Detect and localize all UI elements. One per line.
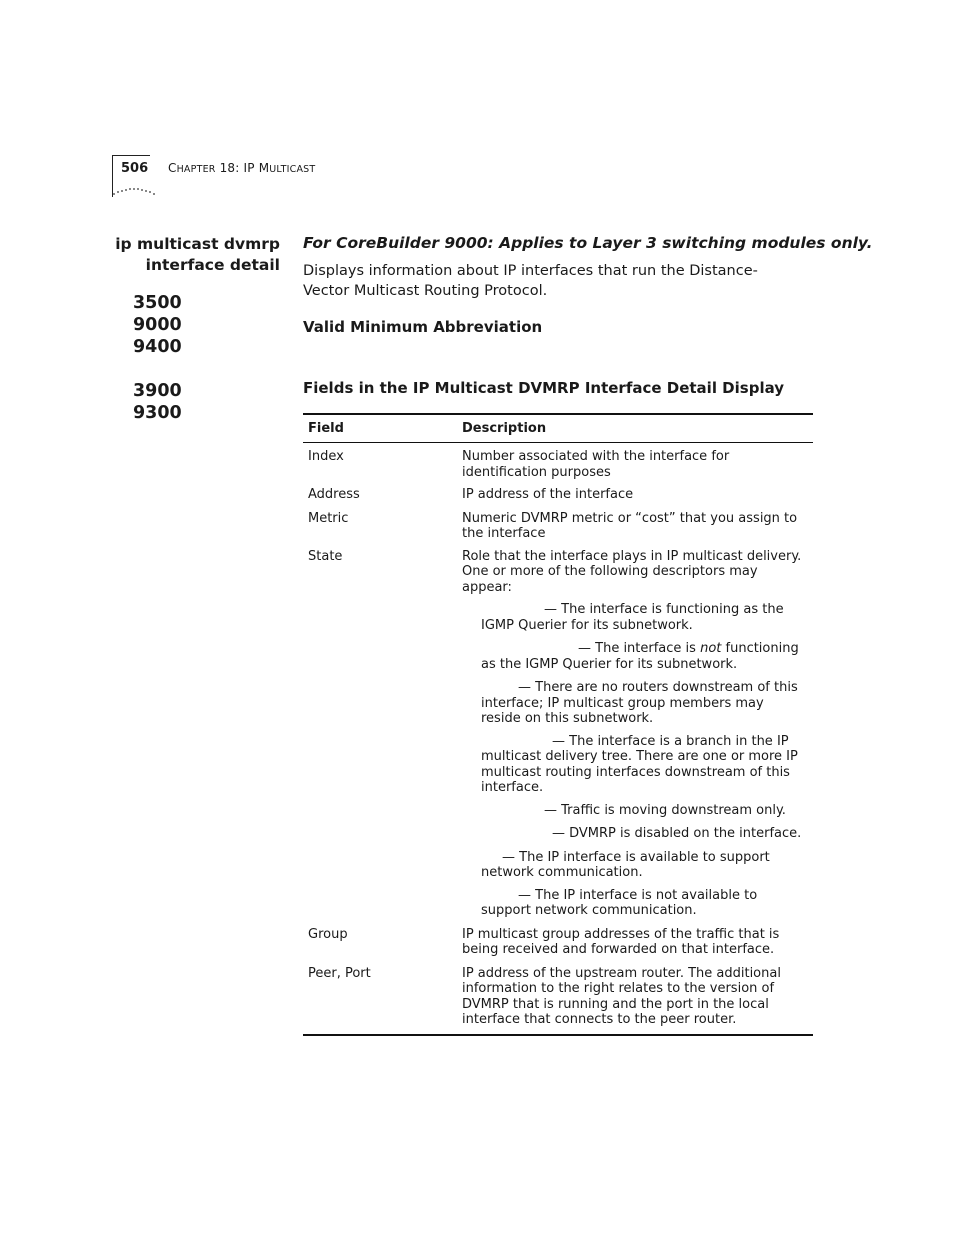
platform-3900: 3900	[133, 381, 182, 401]
platform-3500: 3500	[133, 293, 182, 313]
state-item: — The interface is not functioning as the IGMP Querier for its subnetwork.	[481, 641, 799, 672]
column-header-field: Field	[308, 421, 344, 436]
page-number: 506	[121, 161, 149, 176]
column-header-description: Description	[462, 421, 547, 436]
command-description: Displays information about IP interfaces that run the Distance-Vector Multicast Routing Protocol.	[303, 263, 758, 299]
state-item: — The IP interface is not available to support network communication.	[481, 887, 758, 918]
state-item: — The IP interface is available to support network communication.	[481, 849, 770, 880]
platform-9300: 9300	[133, 403, 182, 423]
state-item: — Traffic is moving downstream only.	[544, 802, 786, 818]
command-name	[115, 234, 280, 276]
platform-9400: 9400	[133, 337, 182, 357]
row-field: Address	[308, 487, 360, 502]
table-header-rule	[303, 442, 813, 443]
table-row	[303, 487, 813, 503]
table-bottom-rule	[303, 1034, 813, 1036]
row-description: Numeric DVMRP metric or “cost” that you assign to the interface	[462, 510, 798, 541]
table-row	[303, 449, 813, 480]
table-row	[303, 966, 813, 1028]
table-row	[303, 927, 813, 958]
row-description: Role that the interface plays in IP multicast delivery. One or more of the following descriptors may appear:	[462, 548, 802, 595]
row-description: IP address of the upstream router. The additional information to the right relates to the version of DVMRP that is running and the port in the local interface that connects to the peer router.	[462, 965, 781, 1027]
state-item: — There are no routers downstream of this interface; IP multicast group members may reside on this subnetwork.	[481, 680, 798, 726]
header-dots-decoration	[112, 186, 156, 196]
header-rule-horizontal	[112, 155, 150, 156]
platform-9000: 9000	[133, 315, 182, 335]
row-description: Number associated with the interface for identification purposes	[462, 449, 730, 480]
state-item: — DVMRP is disabled on the interface.	[552, 826, 802, 841]
row-field: Metric	[308, 510, 349, 526]
command-name-line2: interface detail	[145, 256, 280, 274]
abbreviation-heading: Valid Minimum Abbreviation	[303, 318, 543, 336]
fields-table	[303, 413, 813, 1036]
fields-heading: Fields in the IP Multicast DVMRP Interface Detail Display	[303, 379, 785, 397]
platform-list-2	[133, 380, 182, 424]
chapter-title: CHAPTER 18: IP MULTICAST	[168, 161, 316, 175]
row-field: Index	[308, 449, 344, 464]
row-description: IP address of the interface	[462, 487, 634, 502]
applies-note: For CoreBuilder 9000: Applies to Layer 3 switching modules only.	[303, 234, 873, 252]
state-item: — The interface is functioning as the IGMP Querier for its subnetwork.	[481, 602, 784, 633]
table-header	[303, 415, 813, 442]
state-item: — The interface is a branch in the IP multicast delivery tree. There are one or more IP multicast routing interfaces downstream of this interface.	[481, 733, 798, 795]
row-field: Peer, Port	[308, 965, 371, 981]
table-row	[303, 511, 813, 542]
row-field: Group	[308, 926, 348, 942]
table-row	[303, 549, 813, 596]
command-name-line1: ip multicast dvmrp	[115, 235, 280, 253]
platform-list-1	[133, 292, 182, 358]
row-description: IP multicast group addresses of the traffic that is being received and forwarded on that interface.	[462, 926, 780, 957]
row-field: State	[308, 548, 343, 564]
